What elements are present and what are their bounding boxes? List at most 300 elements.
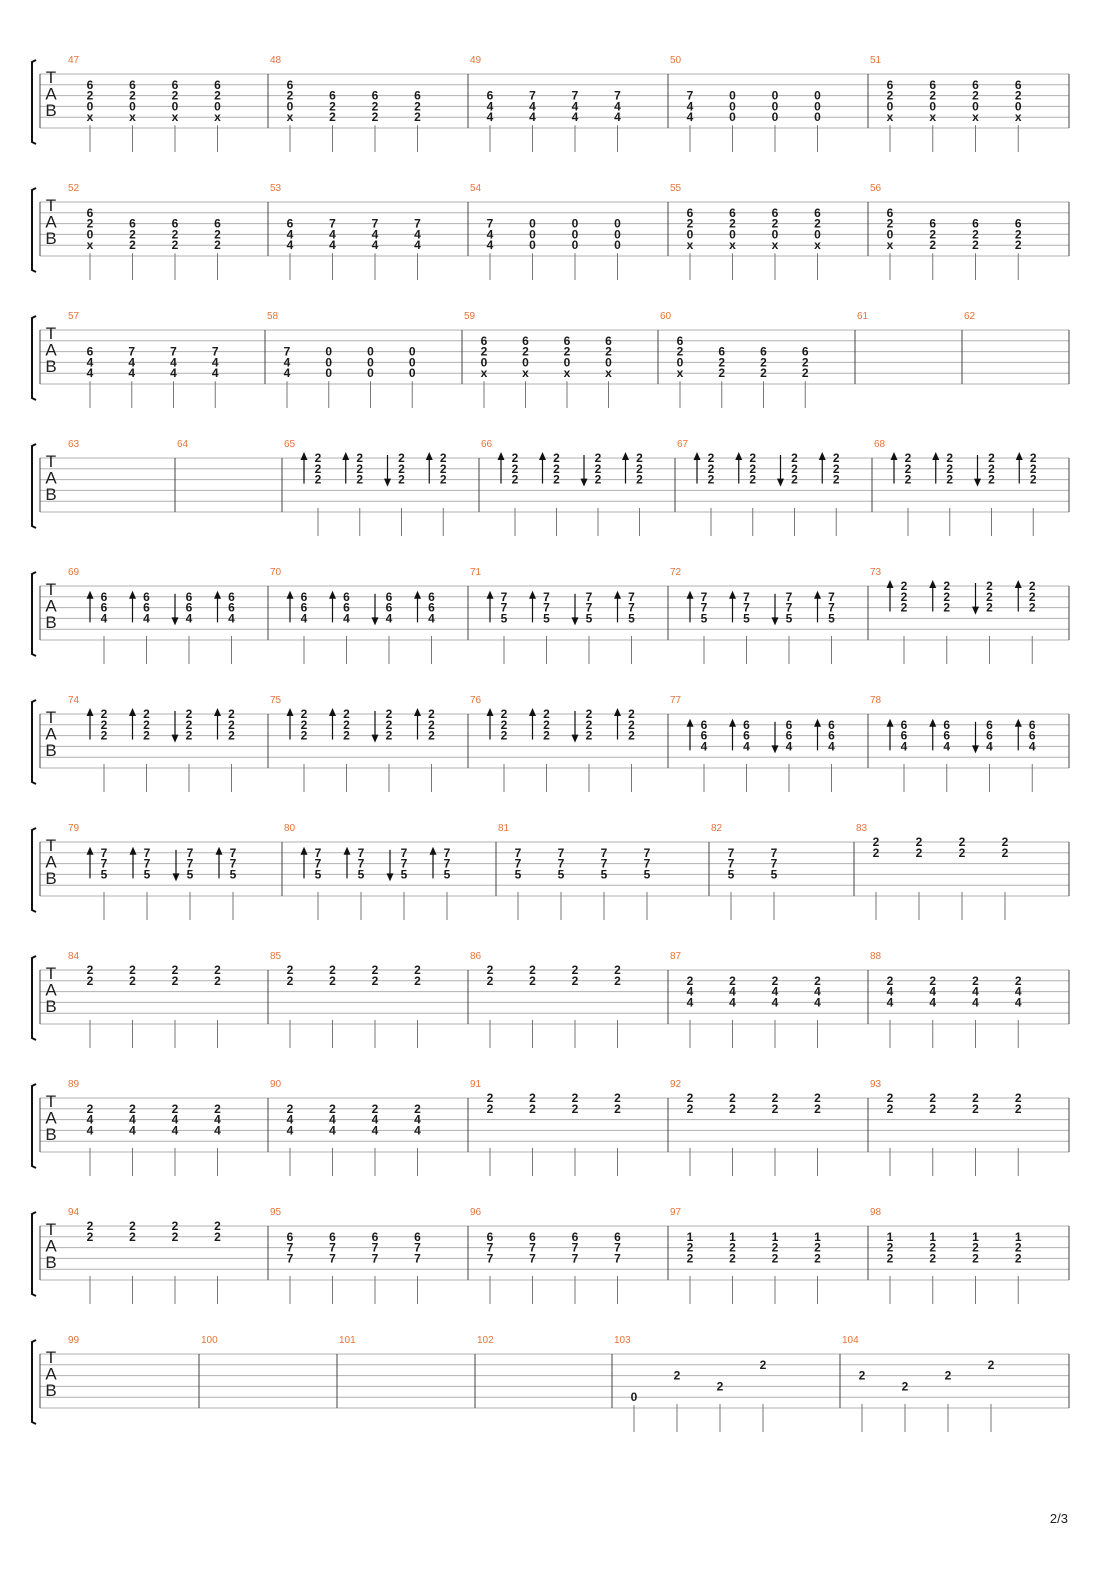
fret-number: 2 [972,1251,979,1266]
fret-number: 2 [428,717,435,732]
fret-number: 4 [329,1123,336,1138]
measure-number: 92 [670,1079,682,1090]
fret-number: 2 [771,973,779,988]
fret-number: 2 [143,707,150,721]
fret-number: 2 [749,451,757,465]
strum-up-arrow-icon [87,847,94,855]
tab-clef-letter: T [45,1092,57,1111]
strum-up-arrow-icon [687,591,694,599]
fret-number: 4 [1014,984,1022,999]
fret-number: 6 [143,600,150,615]
fret-number: 6 [886,77,894,92]
fret-number: 2 [571,963,579,977]
fret-number: 2 [943,589,951,604]
measure-number: 83 [856,823,868,834]
fret-number: 2 [171,238,179,253]
strum-down-arrow-icon [172,735,179,743]
strum-down-arrow-icon [372,735,379,743]
fret-number: 6 [385,589,393,604]
fret-number: 2 [171,973,179,988]
fret-number: 2 [300,728,308,743]
measure-number: 97 [670,1207,682,1218]
measure-number: 72 [670,567,682,578]
tab-clef-letter: B [45,1253,57,1273]
fret-number: 5 [770,867,778,882]
fret-number: 2 [886,1101,894,1116]
strum-up-arrow-icon [887,719,894,727]
fret-number: 0 [729,110,736,125]
fret-number: 7 [514,845,522,860]
measure-number: 98 [870,1207,882,1218]
fret-number: 6 [286,1229,294,1244]
strum-up-arrow-icon [487,591,494,599]
fret-number: 2 [214,227,221,242]
fret-number: 2 [511,451,519,465]
strum-up-arrow-icon [301,847,308,855]
fret-number: 2 [791,461,798,476]
fret-number: 2 [771,216,779,231]
fret-number: 4 [686,110,694,125]
fret-number: 2 [129,1101,136,1116]
fret-number: 2 [686,1251,694,1266]
fret-number: 2 [428,728,435,743]
fret-number: 2 [832,461,840,476]
tab-clef-letter: T [45,836,57,855]
fret-number: x [480,366,488,381]
fret-number: 7 [686,88,694,103]
fret-number: 4 [128,355,136,370]
fret-number: 4 [414,1123,421,1138]
fret-number: 2 [673,1368,681,1383]
fret-number: 4 [414,238,421,253]
fret-number: 4 [343,611,350,626]
strum-up-arrow-icon [130,847,137,855]
fret-number: 2 [771,1091,779,1105]
tab-clef-letter: B [45,229,57,249]
fret-number: 2 [543,707,550,721]
fret-number: 6 [563,333,571,348]
fret-number: x [929,110,937,125]
strum-up-arrow-icon [214,708,221,716]
fret-number: 4 [571,99,579,114]
fret-number: 2 [929,227,937,242]
fret-number: 7 [700,600,708,615]
fret-number: 2 [1014,238,1022,253]
fret-number: 2 [511,461,519,476]
strum-up-arrow-icon [735,452,742,460]
fret-number: 2 [749,461,757,476]
fret-number: 2 [686,973,694,988]
measure-number: 87 [670,951,682,962]
fret-number: x [729,238,736,253]
strum-up-arrow-icon [614,708,621,716]
fret-number: 2 [86,88,94,103]
fret-number: 0 [325,344,333,359]
fret-number: 7 [283,344,291,359]
fret-number: 2 [585,728,593,743]
fret-number: 2 [86,1229,94,1244]
fret-number: 5 [743,611,750,626]
fret-number: 2 [171,1229,179,1244]
tab-clef-letter: A [45,468,57,488]
fret-number: 2 [329,973,336,988]
fret-number: 0 [814,99,821,114]
fret-number: 4 [171,1112,179,1127]
fret-number: 4 [686,984,694,999]
fret-number: 7 [543,589,550,604]
fret-number: 2 [988,461,995,476]
fret-number: 7 [828,589,835,604]
fret-number: 4 [414,1112,421,1127]
fret-number: 2 [500,717,508,732]
fret-number: 2 [214,238,221,253]
fret-number: 4 [486,110,494,125]
fret-number: 4 [614,99,621,114]
fret-number: 0 [129,99,136,114]
fret-number: 2 [214,88,221,103]
fret-number: 6 [171,77,179,92]
fret-number: 7 [100,856,108,871]
fret-number: x [771,238,779,253]
fret-number: 2 [729,1251,736,1266]
fret-number: 2 [414,973,421,988]
fret-number: 7 [357,856,365,871]
measure-number: 57 [68,311,80,322]
fret-number: 6 [943,717,951,732]
fret-number: 4 [814,984,821,999]
fret-number: 2 [904,451,912,465]
fret-number: x [686,238,694,253]
fret-number: 4 [286,1112,294,1127]
fret-number: 2 [986,600,993,615]
fret-number: 1 [972,1229,979,1244]
system-bracket [32,572,36,656]
fret-number: 0 [408,355,416,370]
fret-number: 2 [1014,1091,1022,1105]
strum-up-arrow-icon [329,591,336,599]
measure-number: 84 [68,951,80,962]
fret-number: 2 [371,973,379,988]
fret-number: 7 [329,1240,336,1255]
fret-number: 2 [228,728,235,743]
fret-number: 0 [529,216,536,231]
fret-number: 7 [286,1251,294,1266]
fret-number: 6 [86,205,94,220]
fret-number: 2 [628,717,635,732]
fret-number: 5 [186,867,194,882]
fret-number: 4 [771,995,779,1010]
fret-number: 5 [514,867,522,882]
fret-number: 2 [972,238,979,253]
tab-clef-letter: A [45,1108,57,1128]
measure-number: 100 [201,1335,218,1346]
measure-number: 94 [68,1207,80,1218]
fret-number: 7 [371,1251,379,1266]
fret-number: 0 [729,99,736,114]
fret-number: 7 [143,845,151,860]
fret-number: 2 [886,1091,894,1105]
measure-number: 65 [284,439,296,450]
fret-number: 2 [414,1101,421,1116]
fret-number: 2 [286,963,294,977]
fret-number: 6 [100,589,108,604]
fret-number: 4 [214,1123,221,1138]
fret-number: 2 [86,963,94,977]
fret-number: 2 [343,717,350,732]
tab-clef-letter: B [45,1125,57,1145]
fret-number: 7 [571,1240,579,1255]
fret-number: 0 [972,99,979,114]
strum-up-arrow-icon [301,452,308,460]
fret-number: 2 [886,1240,894,1255]
fret-number: 2 [718,355,726,370]
fret-number: 4 [128,366,136,381]
strum-down-arrow-icon [777,479,784,487]
fret-number: 4 [929,995,937,1010]
fret-number: 5 [543,611,550,626]
measure-number: 54 [470,183,482,194]
fret-number: 7 [486,1251,494,1266]
fret-number: 5 [628,611,635,626]
fret-number: 2 [771,1101,779,1116]
fret-number: 1 [729,1229,736,1244]
strum-up-arrow-icon [887,580,894,588]
fret-number: 7 [329,216,336,231]
fret-number: 4 [283,366,291,381]
fret-number: 2 [371,1101,379,1116]
fret-number: 2 [185,728,193,743]
fret-number: 4 [129,1123,136,1138]
fret-number: 6 [286,216,294,231]
strum-up-arrow-icon [414,591,421,599]
measure-number: 47 [68,55,80,66]
fret-number: 7 [571,1251,579,1266]
fret-number: 7 [170,344,177,359]
fret-number: 2 [129,1219,136,1233]
fret-number: 6 [86,344,94,359]
fret-number: 6 [828,717,835,732]
fret-number: 2 [929,1091,937,1105]
fret-number: 2 [571,1091,579,1105]
fret-number: 2 [486,973,494,988]
fret-number: 0 [171,99,179,114]
fret-number: 6 [385,600,393,615]
fret-number: 0 [771,88,779,103]
fret-number: 7 [229,856,237,871]
fret-number: 2 [371,963,379,977]
fret-number: 2 [171,227,179,242]
fret-number: 2 [1029,451,1037,465]
fret-number: 2 [129,973,136,988]
fret-number: 5 [400,867,408,882]
fret-number: 7 [785,589,793,604]
system-bracket [32,700,36,784]
fret-number: 7 [571,88,579,103]
fret-number: x [676,366,684,381]
fret-number: x [214,110,221,125]
fret-number: 2 [904,472,912,487]
fret-number: 2 [729,1240,736,1255]
fret-number: 7 [614,88,621,103]
strum-down-arrow-icon [972,607,979,615]
fret-number: 2 [686,1091,694,1105]
strum-down-arrow-icon [772,745,779,753]
tab-clef-letter: T [45,324,57,343]
tab-clef-letter: B [45,1381,57,1401]
fret-number: 5 [314,867,322,882]
fret-number: 2 [929,88,937,103]
measure-number: 73 [870,567,882,578]
measure-number: 66 [481,439,493,450]
fret-number: 2 [886,216,894,231]
fret-number: 7 [371,1240,379,1255]
measure-number: 55 [670,183,682,194]
fret-number: 7 [743,600,750,615]
fret-number: 6 [171,216,179,231]
fret-number: 6 [943,728,951,743]
fret-number: 4 [972,984,979,999]
fret-number: 2 [986,589,993,604]
fret-number: 0 [408,344,416,359]
fret-number: 7 [529,88,536,103]
strum-up-arrow-icon [129,591,136,599]
fret-number: 2 [987,1357,995,1372]
fret-number: 0 [630,1390,638,1405]
fret-number: 4 [428,611,435,626]
fret-number: 7 [600,856,608,871]
fret-number: 2 [943,600,951,615]
system-bracket [32,1084,36,1168]
measure-number: 74 [68,695,80,706]
fret-number: 2 [314,461,322,476]
strum-up-arrow-icon [622,452,629,460]
fret-number: 2 [500,728,508,743]
fret-number: 4 [1014,995,1022,1010]
fret-number: 2 [356,451,364,465]
fret-number: 7 [614,1240,621,1255]
fret-number: 6 [760,344,767,359]
fret-number: 2 [628,728,635,743]
fret-number: 2 [1029,472,1037,487]
fret-number: 2 [1014,1251,1022,1266]
fret-number: 7 [585,600,593,615]
fret-number: 2 [707,472,715,487]
tab-clef-letter: T [45,708,57,727]
fret-number: 2 [972,227,979,242]
fret-number: 2 [614,963,621,977]
fret-number: 2 [614,1101,621,1116]
fret-number: 4 [972,995,979,1010]
fret-number: 6 [785,717,793,732]
fret-number: 2 [414,963,421,977]
measure-number: 49 [470,55,482,66]
fret-number: 7 [529,1240,536,1255]
fret-number: 2 [614,973,621,988]
fret-number: 2 [858,1368,866,1383]
fret-number: 4 [211,355,219,370]
fret-number: 2 [929,1240,937,1255]
fret-number: 4 [329,227,336,242]
fret-number: 2 [428,707,435,721]
fret-number: 2 [439,472,447,487]
fret-number: 6 [143,589,150,604]
fret-number: 0 [571,216,579,231]
fret-number: 6 [929,77,937,92]
fret-number: 2 [886,973,894,988]
fret-number: 2 [636,472,643,487]
fret-number: 6 [1028,717,1036,732]
fret-number: 0 [480,355,488,370]
fret-number: 4 [86,366,94,381]
fret-number: x [522,366,529,381]
measure-number: 53 [270,183,282,194]
fret-number: 2 [529,1101,536,1116]
strum-up-arrow-icon [87,591,94,599]
fret-number: 6 [814,205,821,220]
fret-number: 2 [1014,1101,1022,1116]
fret-number: 2 [329,99,336,114]
fret-number: 2 [171,1219,179,1233]
measure-number: 104 [842,1335,859,1346]
fret-number: 2 [771,1251,779,1266]
fret-number: 0 [522,355,529,370]
fret-number: 4 [286,238,294,253]
fret-number: 6 [522,333,529,348]
fret-number: 6 [986,717,993,732]
fret-number: 2 [1001,845,1009,860]
fret-number: 2 [946,451,954,465]
system-bracket [32,956,36,1040]
fret-number: 7 [770,856,778,871]
fret-number: 2 [385,728,393,743]
fret-number: 2 [760,355,767,370]
fret-number: 2 [729,1101,736,1116]
fret-number: 4 [214,1112,221,1127]
fret-number: 2 [729,1091,736,1105]
measure-number: 60 [660,311,672,322]
measure-number: 71 [470,567,482,578]
measure-number: 48 [270,55,282,66]
system-bracket [32,1340,36,1424]
fret-number: 6 [214,216,221,231]
strum-up-arrow-icon [529,708,536,716]
measure-number: 64 [177,439,189,450]
fret-number: 2 [300,717,308,732]
fret-number: 2 [814,216,821,231]
fret-number: 5 [700,611,708,626]
fret-number: 2 [129,88,136,103]
fret-number: 4 [286,1123,294,1138]
fret-number: 4 [614,110,621,125]
fret-number: 2 [901,1379,909,1394]
system-bracket [32,828,36,912]
fret-number: 2 [185,707,193,721]
fret-number: 2 [414,110,421,125]
fret-number: 2 [371,99,379,114]
measure-number: 81 [498,823,510,834]
fret-number: 4 [785,739,793,754]
fret-number: 0 [686,227,694,242]
fret-number: 7 [329,1251,336,1266]
tab-clef-letter: A [45,212,57,232]
fret-number: 2 [100,707,108,721]
fret-number: 2 [832,472,840,487]
fret-number: 2 [676,344,684,359]
strum-down-arrow-icon [173,873,180,881]
fret-number: 6 [371,1229,379,1244]
fret-number: 1 [929,1229,937,1244]
fret-number: 4 [171,1123,179,1138]
